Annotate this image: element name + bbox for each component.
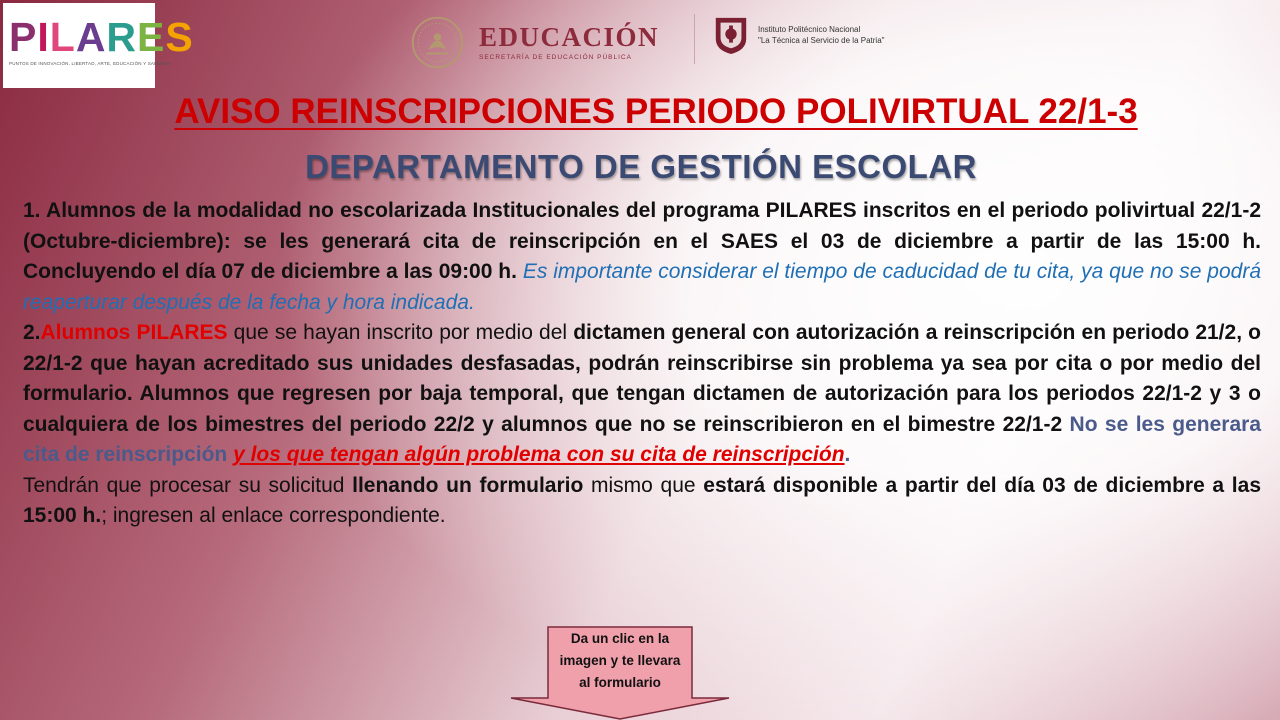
sep-name: EDUCACIÓN	[479, 22, 660, 52]
paragraph-2-bold: dictamen general con autorización a reinscripción en periodo 21/2, o 22/1-2 que hayan acreditado sus unidades desfasadas, podrán reinscribirse sin problema ya sea por cita o por medio del formulario. Alumnos que regresen por baja temporal, que tengan dictamen de autorización para los periodos 22/1-2 y 3 o cualquiera de los bimestres del periodo 22/2 y alumnos que no se reinscribieron en el bimestre 22/1-2	[23, 321, 1262, 436]
paragraph-2-no-appointment: No se les generara cita de reinscripción	[23, 412, 1261, 466]
header-divider	[694, 14, 695, 64]
notice-body	[23, 196, 1261, 532]
form-link-label: Da un clic en la imagen y te llevara al formulario	[559, 631, 681, 690]
page-subtitle: DEPARTAMENTO DE GESTIÓN ESCOLAR	[305, 148, 977, 185]
paragraph-2-problem-note: y los que tengan algún problema con su cita de reinscripción	[233, 443, 845, 466]
paragraph-3-text-2: mismo que	[583, 473, 704, 497]
pilares-logo	[3, 3, 194, 88]
paragraph-3-bold-1: llenando un formulario	[352, 473, 584, 497]
ipn-name: Instituto Politécnico Nacional	[758, 25, 861, 34]
paragraph-3-text-3: ; ingresen al enlace correspondiente.	[101, 504, 446, 527]
paragraph-2-end: .	[844, 443, 851, 466]
pilares-tagline: PUNTOS DE INNOVACIÓN, LIBERTAD, ARTE, EDUCACIÓN Y SABERES	[9, 61, 171, 66]
sep-logo	[410, 12, 659, 72]
paragraph-3-text-1: Tendrán que procesar su solicitud	[23, 473, 353, 497]
mexican-eagle-seal-icon	[410, 15, 465, 70]
paragraph-3-bold-2: estará disponible a partir del día 03 de diciembre a las 15:00 h.	[23, 473, 1261, 527]
ipn-motto: "La Técnica al Servicio de la Patria"	[758, 36, 885, 45]
sep-subtitle: SECRETARÍA DE EDUCACIÓN PÚBLICA	[479, 54, 632, 61]
ipn-logo	[712, 14, 884, 56]
paragraph-3	[23, 471, 1261, 532]
paragraph-2	[23, 318, 1261, 471]
ipn-emblem-icon	[712, 14, 750, 56]
paragraph-2-text: que se hayan inscrito por medio del	[227, 321, 574, 344]
paragraph-1-main: 1. Alumnos de la modalidad no escolarizada Institucionales del programa PILARES inscritos en el periodo polivirtual 22/1-2 (Octubre-diciembre): se les generará cita de reinscripción en el SAES el 03 de diciembre a partir de las 15:00 h. Concluyendo el día 07 de diciembre a las 09:00 h.	[23, 199, 1261, 283]
pilares-wordmark: PILARES	[9, 14, 194, 60]
page-title: AVISO REINSCRIPCIONES PERIODO POLIVIRTUAL 22/1-3	[174, 92, 1138, 131]
paragraph-2-number: 2.	[23, 321, 41, 344]
paragraph-1-note: Es importante considerar el tiempo de caducidad de tu cita, ya que no se podrá reaperturar después de la fecha y hora indicada.	[23, 260, 1262, 314]
paragraph-2-highlight: Alumnos PILARES	[40, 321, 228, 344]
paragraph-1	[23, 196, 1261, 318]
form-link-arrow-button[interactable]	[510, 626, 730, 720]
